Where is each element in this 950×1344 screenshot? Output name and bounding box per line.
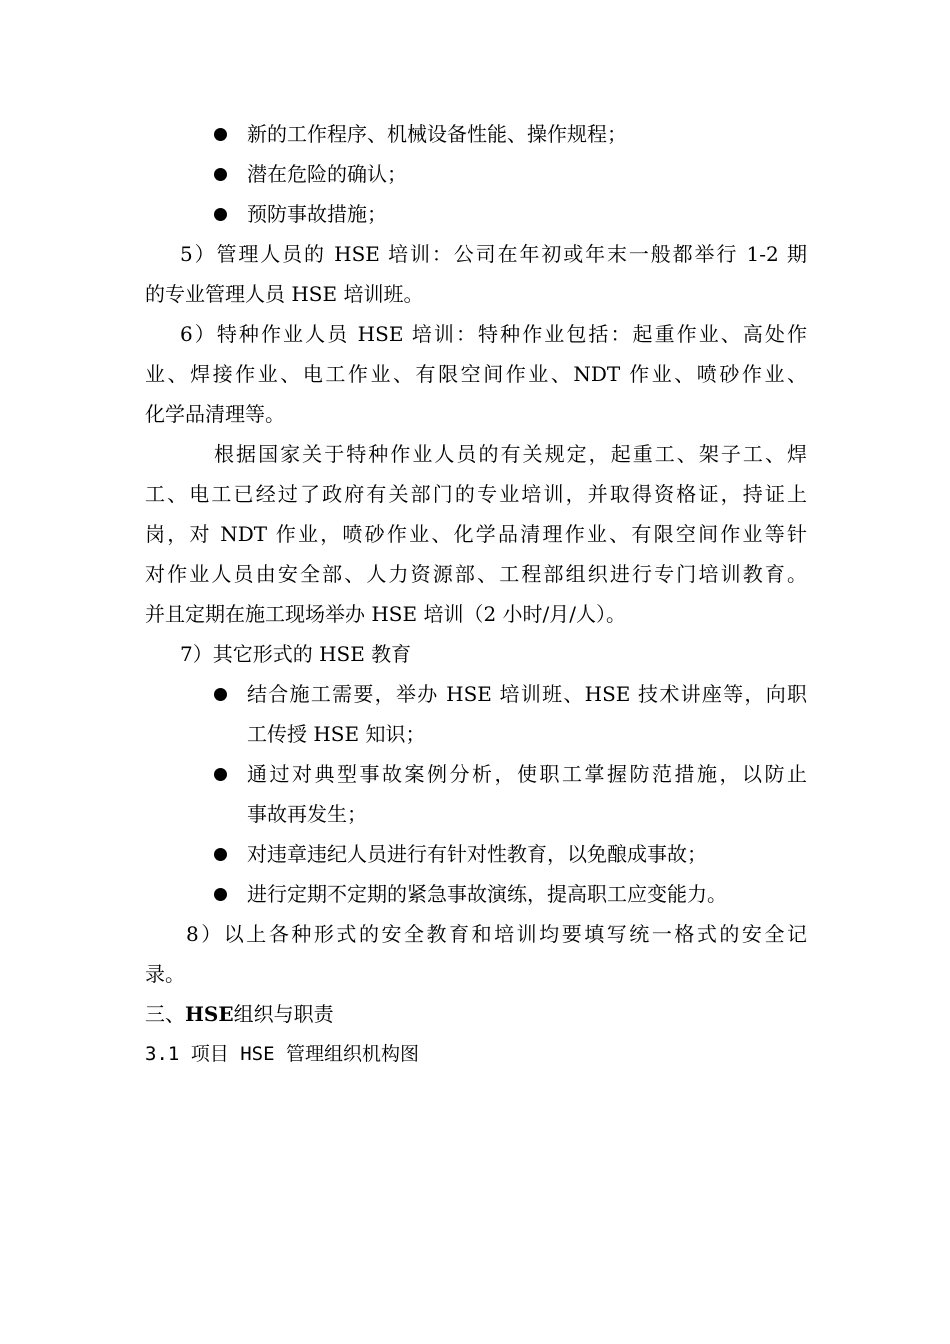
bullet-text: 新的工作程序、机械设备性能、操作规程； [247,122,627,146]
paragraph-line2: 工、电工已经过了政府有关部门的专业培训，并取得资格证，持证上 [145,482,807,506]
bullet-dot-icon [214,768,227,781]
item8-line1: 8）以上各种形式的安全教育和培训均要填写统一格式的安全记 [186,922,807,946]
bullet-dot-icon [214,848,227,861]
bullet-item [212,680,807,708]
item5-line2: 的专业管理人员 HSE 培训班。 [145,282,424,306]
bullet-item [212,200,807,228]
paragraph-line4: 对作业人员由安全部、人力资源部、工程部组织进行专门培训教育。 [145,562,807,586]
bullet-item [212,160,807,188]
section-heading-bold: HSE [185,1002,234,1026]
paragraph-line5: 并且定期在施工现场举办 HSE 培训（2 小时/月/人）。 [145,602,627,626]
item6-line1: 6）特种作业人员 HSE 培训：特种作业包括：起重作业、高处作 [180,322,807,346]
item7-title: 7）其它形式的 HSE 教育 [180,642,412,666]
bullet-dot-icon [214,168,227,181]
bullet-text: 通过对典型事故案例分析，使职工掌握防范措施，以防止 [247,762,807,786]
item6-line3: 化学品清理等。 [145,402,285,426]
bullet-item [212,880,807,908]
bullet-continuation: 事故再发生； [247,802,367,826]
section-heading-prefix: 三、 [145,1002,185,1026]
bullet-text: 结合施工需要，举办 HSE 培训班、HSE 技术讲座等，向职 [247,682,807,706]
section-heading-suffix: 组织与职责 [233,1002,334,1026]
bullet-dot-icon [214,128,227,141]
bullet-item [212,120,807,148]
item8-line2: 录。 [145,962,185,986]
bullet-text: 潜在危险的确认； [247,162,407,186]
bullet-text: 预防事故措施； [247,202,387,226]
bullet-item [212,760,807,788]
item6-line2: 业、焊接作业、电工作业、有限空间作业、NDT 作业、喷砂作业、 [145,362,807,386]
bullet-dot-icon [214,208,227,221]
paragraph-line1: 根据国家关于特种作业人员的有关规定，起重工、架子工、焊 [214,442,807,466]
bullet-dot-icon [214,688,227,701]
bullet-text: 进行定期不定期的紧急事故演练，提高职工应变能力。 [247,882,727,906]
section-heading [145,1000,334,1028]
bullet-continuation: 工传授 HSE 知识； [247,722,426,746]
bullet-dot-icon [214,888,227,901]
item5-line1: 5）管理人员的 HSE 培训：公司在年初或年末一般都举行 1-2 期 [180,242,807,266]
bullet-text: 对违章违纪人员进行有针对性教育，以免酿成事故； [247,842,707,866]
bullet-item [212,840,807,868]
paragraph-line3: 岗，对 NDT 作业，喷砂作业、化学品清理作业、有限空间作业等针 [145,522,807,546]
subsection-heading: 3.1 项目 HSE 管理组织机构图 [145,1043,419,1065]
